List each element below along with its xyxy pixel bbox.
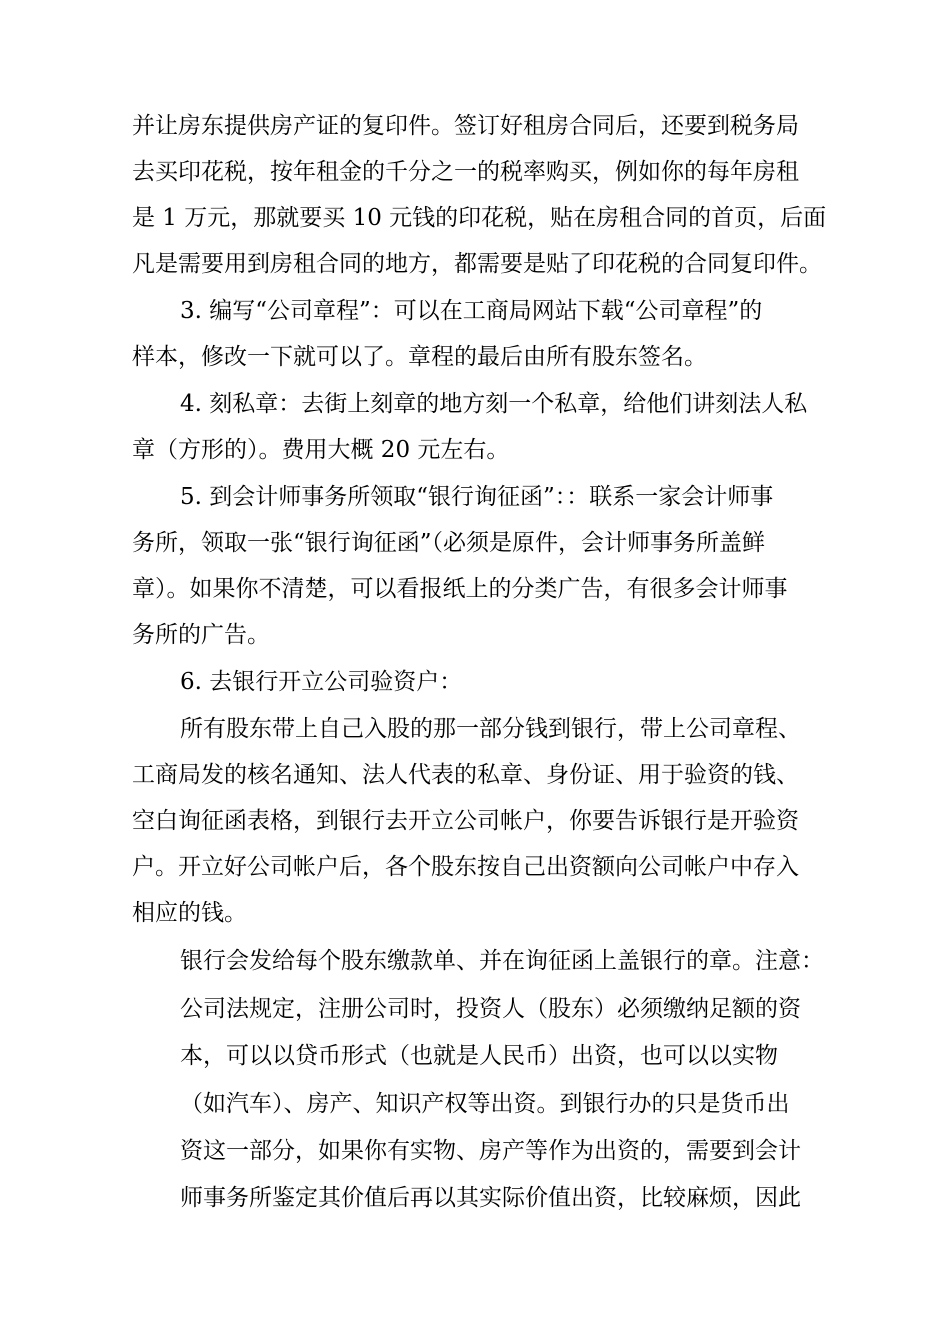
paragraph-line: 银行会发给每个股东缴款单、并在询征函上盖银行的章。注意：	[180, 948, 824, 974]
paragraph-line: 3. 编写“公司章程”：可以在工商局网站下载“公司章程”的	[180, 298, 763, 324]
paragraph-line: 章）。如果你不清楚，可以看报纸上的分类广告，有很多会计师事	[132, 576, 788, 602]
paragraph-line: 是 1 万元，那就要买 10 元钱的印花税，贴在房租合同的首页，后面	[132, 205, 827, 231]
paragraph-line: 空白询征函表格，到银行去开立公司帐户，你要告诉银行是开验资	[132, 808, 799, 834]
paragraph-line: 本，可以以贷币形式（也就是人民币）出资，也可以以实物	[180, 1043, 778, 1069]
paragraph-line: 5. 到会计师事务所领取“银行询征函”：：联系一家会计师事	[180, 484, 774, 510]
paragraph-line: 公司法规定，注册公司时，投资人（股东）必须缴纳足额的资	[180, 996, 801, 1022]
paragraph-line: 凡是需要用到房租合同的地方，都需要是贴了印花税的合同复印件。	[132, 251, 822, 277]
paragraph-line: 所有股东带上自己入股的那一部分钱到银行，带上公司章程、	[180, 716, 801, 742]
paragraph-line: 务所，领取一张“银行询征函”（必须是原件，会计师事务所盖鲜	[132, 530, 766, 556]
paragraph-line: 相应的钱。	[132, 900, 247, 926]
paragraph-line: 务所的广告。	[132, 622, 270, 648]
paragraph-line: 章（方形的）。费用大概 20 元左右。	[132, 437, 510, 463]
paragraph-line: 4. 刻私章：去街上刻章的地方刻一个私章，给他们讲刻法人私	[180, 391, 808, 417]
paragraph-line: 户。开立好公司帐户后，各个股东按自己出资额向公司帐户中存入	[132, 854, 799, 880]
paragraph-line: 去买印花税，按年租金的千分之一的税率购买，例如你的每年房租	[132, 159, 799, 185]
paragraph-line: 工商局发的核名通知、法人代表的私章、身份证、用于验资的钱、	[132, 762, 799, 788]
paragraph-line: 师事务所鉴定其价值后再以其实际价值出资，比较麻烦，因此	[180, 1185, 801, 1211]
paragraph-line: 样本，修改一下就可以了。章程的最后由所有股东签名。	[132, 344, 707, 370]
paragraph-line: 并让房东提供房产证的复印件。签订好租房合同后，还要到税务局	[132, 113, 799, 139]
paragraph-line: 6. 去银行开立公司验资户：	[180, 669, 463, 695]
paragraph-line: 资这一部分，如果你有实物、房产等作为出资的，需要到会计	[180, 1138, 801, 1164]
paragraph-line: （如汽车）、房产、知识产权等出资。到银行办的只是货币出	[180, 1091, 790, 1117]
